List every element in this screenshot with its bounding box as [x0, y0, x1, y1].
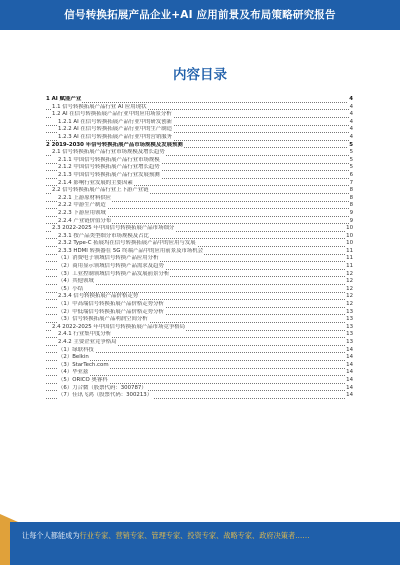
toc-entry-page: 14: [346, 384, 353, 391]
toc-entry-page: 10: [346, 225, 353, 232]
toc-entry[interactable]: [46, 149, 353, 157]
toc-entry[interactable]: [46, 301, 353, 309]
report-title: 信号转换拓展产品企业+AI 应用前景及布局策略研究报告: [64, 9, 336, 21]
toc-entry[interactable]: [46, 293, 353, 301]
footer-slogan: [22, 531, 310, 540]
toc-entry-label: （4）其他领域: [58, 278, 94, 285]
toc-entry[interactable]: [46, 278, 353, 286]
footer-slogan-lead: 让每个人都能成为: [22, 531, 80, 540]
toc-entry-page: 11: [346, 263, 353, 270]
toc-entry[interactable]: [46, 240, 353, 248]
toc-entry[interactable]: [46, 324, 353, 332]
toc-entry[interactable]: [46, 377, 353, 385]
toc-entry-page: 12: [346, 278, 353, 285]
toc-entry-page: 11: [346, 255, 353, 262]
toc-entry-label: （4）毕亚兹: [58, 369, 89, 376]
toc-heading: 内容目录: [173, 67, 227, 83]
toc-entry-label: （1）消费电子领域信号转换产品应用分析: [58, 255, 159, 262]
footer-accent-strip: [0, 522, 10, 565]
toc-entry-label: 1.2.2 AI 在信号转换拓展产品行业中的生产制造: [58, 126, 173, 133]
toc-entry-page: 8: [349, 194, 353, 201]
toc-entry-page: 12: [346, 285, 353, 292]
toc-entry[interactable]: [46, 225, 353, 233]
toc-entry-page: 14: [346, 354, 353, 361]
toc-entry[interactable]: [46, 187, 353, 195]
toc-entry-label: 2.2.1 上游原材料供应: [58, 194, 112, 201]
toc-entry-page: 10: [346, 232, 353, 239]
toc-entry-label: 2.2.4 产业链价值分布: [58, 217, 112, 224]
toc-entry-label: （2）Belkin: [58, 354, 89, 361]
toc-entry-page: 5: [349, 149, 353, 156]
toc-entry[interactable]: [46, 180, 353, 188]
toc-entry-page: 5: [349, 156, 353, 163]
toc-entry-page: 14: [346, 369, 353, 376]
footer-slogan-highlight: 行业专家、营销专家、管理专家、投资专家、战略专家、政府决策者……: [79, 531, 310, 540]
toc-entry-page: 6: [349, 171, 353, 178]
toc-entry-page: 13: [346, 323, 353, 330]
toc-entry-label: 1.2 AI 在信号转换拓展产品行业中的应用场景分析: [52, 111, 172, 118]
toc-entry-label: 2.3.1 按产品类型细分市场规模及占比: [58, 232, 149, 239]
toc-entry-label: 2.1.2 中国信号转换拓展产品行业增长趋势: [58, 164, 160, 171]
toc-entry-label: 2.3.2 Type-C 拓展坞在信号转换拓展产品中的应用与发展: [58, 240, 196, 247]
toc-entry[interactable]: [46, 134, 353, 142]
toc-entry[interactable]: [46, 126, 353, 134]
toc-entry-page: 13: [346, 339, 353, 345]
toc-entry-page: 13: [346, 308, 353, 315]
toc-entry[interactable]: [46, 385, 353, 393]
toc-entry-page: 4: [349, 133, 353, 140]
toc-entry[interactable]: [46, 172, 353, 180]
table-of-contents: [46, 96, 353, 400]
toc-entry-label: （3）信号转换拓展产品利润空间分析: [58, 316, 148, 323]
toc-entry-label: 2.3.4 信号转换拓展产品价格走势: [58, 293, 139, 300]
toc-entry-label: 1.1 信号转换拓展产品行业 AI 应用现状: [52, 103, 147, 110]
toc-entry-label: （1）中高端信号转换拓展产品价格走势分析: [58, 301, 164, 308]
toc-entry-page: 13: [346, 316, 353, 323]
toc-entry-label: 2.2.2 中游生产制造: [58, 202, 106, 209]
toc-entry-label: （2）中低端信号转换拓展产品价格走势分析: [58, 308, 164, 315]
toc-entry[interactable]: [46, 119, 353, 127]
toc-entry[interactable]: [46, 210, 353, 218]
toc-entry-label: 2.4.1 行业集中度分析: [58, 331, 112, 338]
toc-entry[interactable]: [46, 248, 353, 256]
toc-entry[interactable]: [46, 202, 353, 210]
toc-entry-page: 4: [349, 96, 353, 102]
toc-entry-page: 4: [349, 126, 353, 133]
toc-entry-label: 2.2 信号转换拓展产品行业上下游产业链: [52, 187, 149, 194]
toc-entry[interactable]: [46, 339, 353, 347]
toc-entry-page: 5: [349, 141, 353, 148]
footer-bar: [0, 522, 400, 565]
toc-entry-page: 9: [349, 209, 353, 216]
toc-entry[interactable]: [46, 104, 353, 112]
toc-entry[interactable]: [46, 271, 353, 279]
toc-entry-page: 5: [349, 164, 353, 171]
toc-entry-label: （1）绿联科技: [58, 346, 94, 353]
toc-entry[interactable]: [46, 142, 353, 150]
toc-entry-page: 11: [346, 247, 353, 254]
toc-entry-label: 2.2.3 下游应用领域: [58, 209, 106, 216]
toc-entry[interactable]: [46, 96, 353, 104]
toc-entry[interactable]: [46, 111, 353, 119]
toc-entry[interactable]: [46, 369, 353, 377]
toc-entry[interactable]: [46, 195, 353, 203]
toc-entry-label: （6）力合微（股票代码：300787）: [58, 384, 147, 391]
toc-entry-label: 1.2.1 AI 在信号转换拓展产品行业中的研发创新: [58, 118, 173, 125]
toc-entry[interactable]: [46, 347, 353, 355]
toc-entry-page: 13: [346, 331, 353, 338]
toc-entry[interactable]: [46, 218, 353, 226]
toc-entry-label: 2.1.4 影响行业发展的主要因素: [58, 179, 133, 186]
toc-entry-page: 12: [346, 270, 353, 277]
toc-entry-page: 4: [349, 118, 353, 125]
toc-entry-page: 12: [346, 293, 353, 300]
toc-entry-label: 1.2.3 AI 在信号转换拓展产品行业中的营销服务: [58, 133, 173, 140]
toc-entry[interactable]: [46, 392, 353, 400]
toc-entry-page: 8: [349, 187, 353, 194]
toc-entry-label: 2.1.1 中国信号转换拓展产品行业市场规模: [58, 156, 160, 163]
toc-entry[interactable]: [46, 331, 353, 339]
toc-entry-label: 2.1.3 中国信号转换拓展产品行业发展预测: [58, 171, 160, 178]
toc-entry-label: 2.3 2022-2025 年中国信号转换拓展产品市场细分: [52, 225, 175, 232]
toc-entry-label: （3）StarTech.com: [58, 361, 109, 368]
toc-entry-label: （2）商用显示领域信号转换产品需求及趋势: [58, 263, 164, 270]
toc-entry-page: 10: [346, 240, 353, 247]
toc-entry-page: 14: [346, 376, 353, 383]
toc-entry[interactable]: [46, 362, 353, 370]
toc-entry[interactable]: [46, 286, 353, 294]
toc-entry-label: 2.3.3 HDMI 转换器在 5G 终端产品中的应用前景及市场机会: [58, 247, 204, 254]
footer-accent-shape: [0, 514, 18, 522]
toc-entry[interactable]: [46, 157, 353, 165]
toc-entry-page: 8: [349, 202, 353, 209]
toc-entry-page: 7: [349, 179, 353, 186]
toc-entry-page: 14: [346, 346, 353, 353]
toc-entry[interactable]: [46, 263, 353, 271]
toc-entry-page: 4: [349, 111, 353, 118]
toc-entry-label: （5）小结: [58, 285, 83, 292]
toc-entry[interactable]: [46, 255, 353, 263]
toc-entry-label: 2.4 2022-2025 年中国信号转换拓展产品市场竞争格局: [52, 323, 186, 330]
toc-entry-label: 1 AI 赋能产业: [46, 96, 82, 102]
toc-entry-page: 12: [346, 301, 353, 308]
toc-entry[interactable]: [46, 233, 353, 241]
toc-entry-label: （5）ORICO 奥睿科: [58, 376, 108, 383]
toc-entry-label: （3）工业控制领域信号转换产品发展前景分析: [58, 270, 170, 277]
toc-entry-label: 2.1 信号转换拓展产品行业市场规模及增长趋势: [52, 149, 165, 156]
toc-entry[interactable]: [46, 354, 353, 362]
toc-entry-page: 4: [349, 103, 353, 110]
toc-entry[interactable]: [46, 164, 353, 172]
toc-entry-label: （7）佳讯飞鸿（股票代码：300213）: [58, 392, 153, 399]
toc-entry-page: 14: [346, 361, 353, 368]
toc-entry-label: 2.4.2 主要企业竞争格局: [58, 339, 117, 345]
toc-entry-label: 2 2019-2030 年信号转换拓展产品市场规模及发展预测: [46, 141, 183, 148]
toc-entry-page: 9: [349, 217, 353, 224]
toc-entry[interactable]: [46, 309, 353, 317]
toc-entry[interactable]: [46, 316, 353, 324]
toc-entry-page: 14: [346, 392, 353, 399]
